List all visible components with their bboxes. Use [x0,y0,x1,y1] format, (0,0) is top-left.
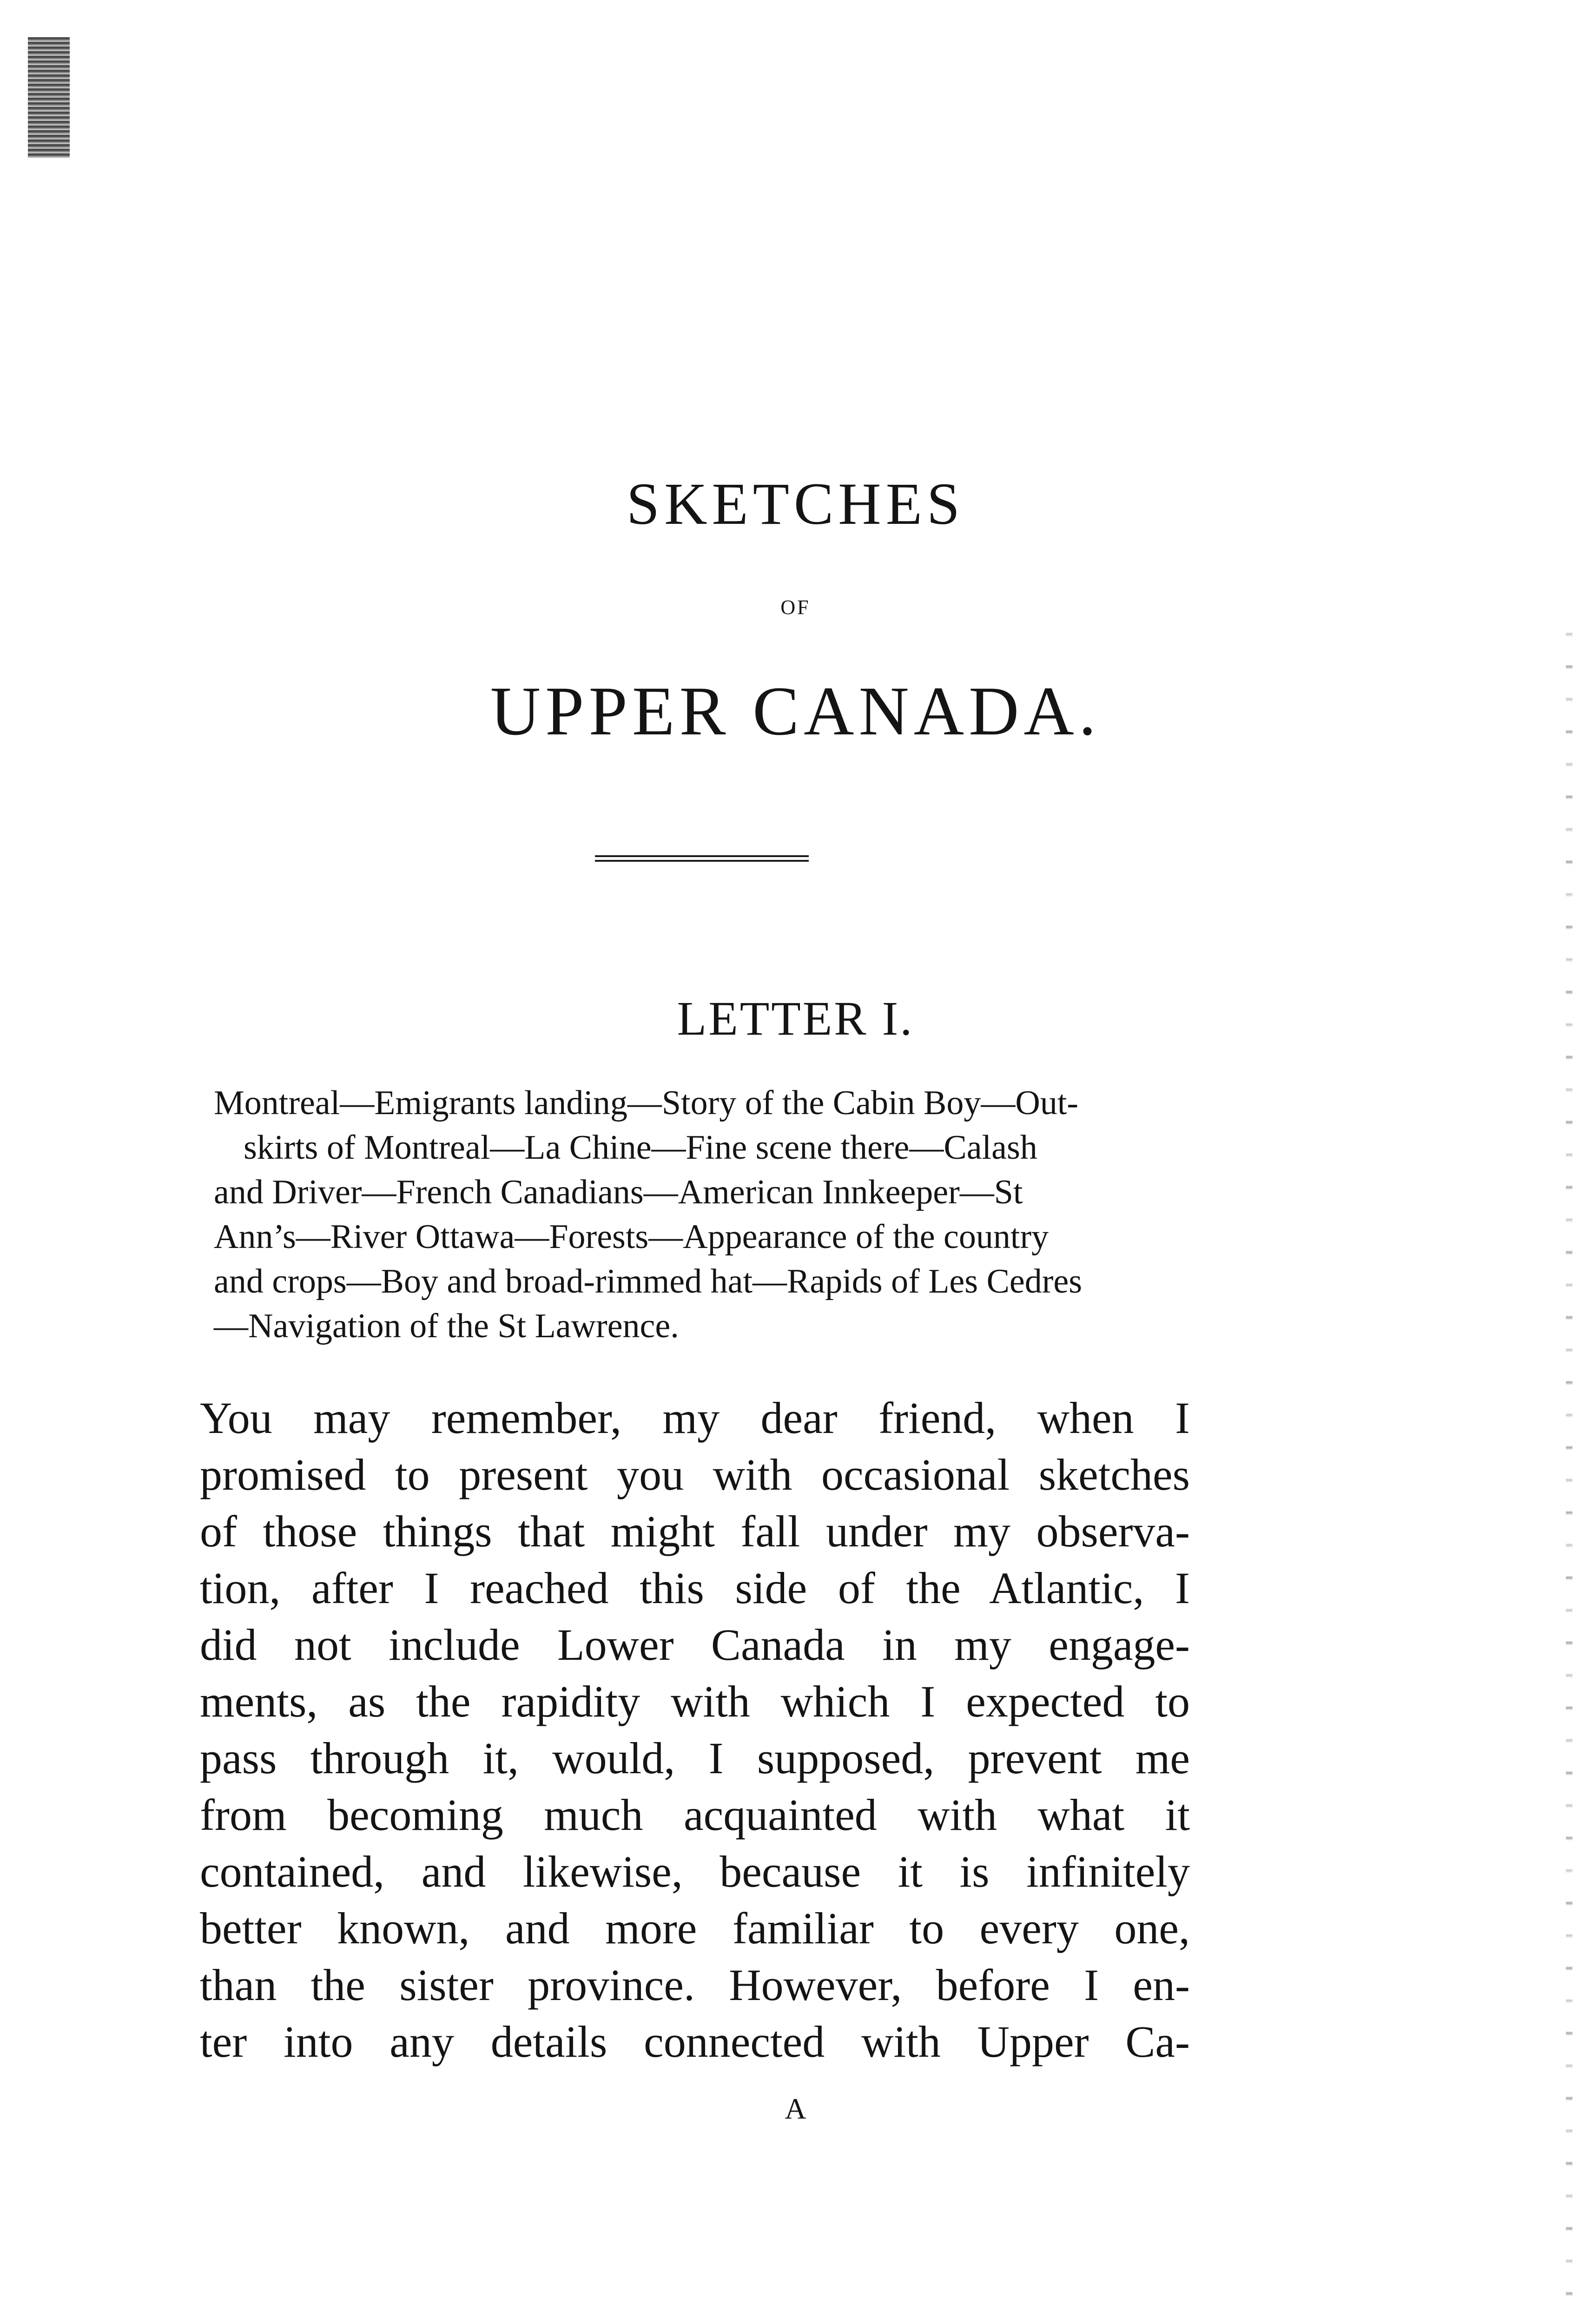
body-line: from becoming much acquainted with what it [200,1790,1190,1840]
body-line: better known, and more familiar to every one, [200,1903,1190,1953]
letter-body [200,1390,1190,2070]
synopsis-line: skirts of Montreal—La Chine—Fine scene there—Calash [244,1129,1037,1167]
letter-synopsis [214,1081,1199,1348]
synopsis-line: Ann’s—River Ottawa—Forests—Appearance of the country [214,1218,1049,1256]
synopsis-line: and crops—Boy and broad-rimmed hat—Rapids of Les Cedres [214,1262,1083,1301]
book-title: SKETCHES [626,471,965,537]
body-line: contained, and likewise, because it is infinitely [200,1847,1190,1896]
title-divider [595,855,809,862]
body-line: ments, as the rapidity with which I expected to [200,1677,1190,1726]
title-connector: OF [780,596,811,619]
synopsis-line: and Driver—French Canadians—American Innkeeper—St [214,1173,1023,1211]
body-line: ter into any details connected with Upper Ca- [200,2017,1190,2067]
body-line: You may remember, my dear friend, when I [200,1393,1190,1443]
body-line: promised to present you with occasional sketches [200,1450,1190,1499]
synopsis-line: Montreal—Emigrants landing—Story of the Cabin Boy—Out- [214,1084,1079,1122]
body-line: pass through it, would, I supposed, prevent me [200,1733,1190,1783]
scan-artifact-right-edge [1566,604,1572,2324]
body-line: tion, after I reached this side of the Atlantic, I [200,1563,1190,1613]
letter-heading: LETTER I. [677,992,914,1045]
divider-line-top [595,855,809,857]
body-line: of those things that might fall under my observa- [200,1506,1190,1556]
scan-artifact-top-left [28,37,70,158]
book-subtitle: UPPER CANADA. [490,673,1101,750]
signature-mark: A [785,2092,806,2125]
divider-line-bottom [595,860,809,862]
synopsis-line: —Navigation of the St Lawrence. [214,1307,679,1345]
body-line: than the sister province. However, before I en- [200,1960,1190,2010]
body-line: did not include Lower Canada in my engage- [200,1620,1190,1670]
